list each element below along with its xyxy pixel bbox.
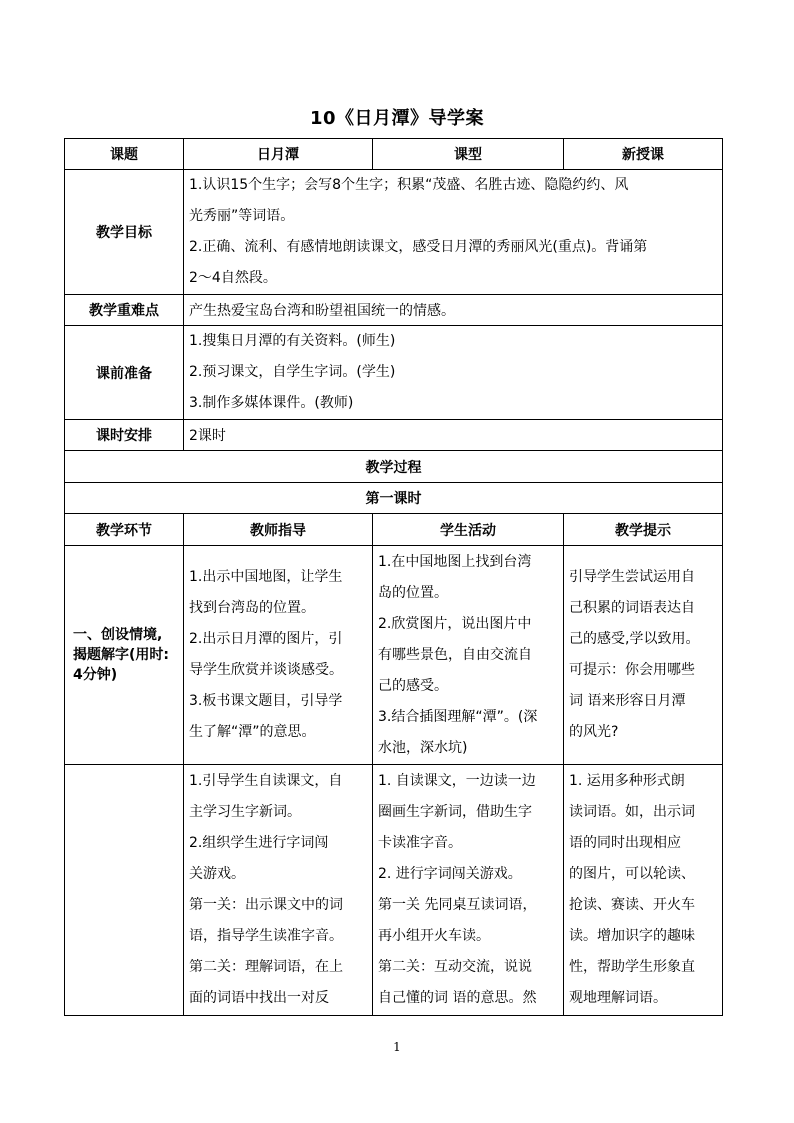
teacher-guidance-cell <box>184 765 373 1016</box>
teacher-line: 关游戏。 <box>189 866 245 882</box>
type-label: 课型 <box>373 139 564 170</box>
stage-cell <box>65 546 184 765</box>
difficulty-content: 产生热爱宝岛台湾和盼望祖国统一的情感。 <box>184 295 723 326</box>
preparation-line: 2.预习课文，自学生字词。(学生) <box>189 364 396 380</box>
teacher-line: 面的词语中找出一对反 <box>189 990 329 1006</box>
student-activity-cell <box>373 765 564 1016</box>
teacher-line: 找到台湾岛的位置。 <box>189 600 315 616</box>
difficulty-label: 教学重难点 <box>65 295 184 326</box>
preparation-row <box>65 326 723 420</box>
teacher-guidance-cell <box>184 546 373 765</box>
objective-line: 2～4自然段。 <box>189 270 277 286</box>
page-number: 1 <box>393 1040 401 1054</box>
student-line: 第二关：互动交流，说说 <box>378 959 532 975</box>
student-line: 卡读准字音。 <box>378 835 462 851</box>
schedule-row <box>65 420 723 451</box>
column-header-row <box>65 514 723 546</box>
lesson-plan-table <box>64 138 723 1016</box>
column-header-stage: 教学环节 <box>65 514 184 546</box>
teaching-tips-cell <box>564 546 723 765</box>
objective-line: 光秀丽”等词语。 <box>189 208 295 224</box>
objective-line: 1.认识15个生字；会写8个生字；积累“茂盛、名胜古迹、隐隐约约、风 <box>189 177 629 193</box>
tips-line: 己的感受,学以致用。 <box>569 631 700 647</box>
lesson-heading-row <box>65 483 723 514</box>
page-title: 10《日月潭》导学案 <box>309 108 485 129</box>
student-line: 3.结合插图理解“潭”。(深 <box>378 708 538 725</box>
stage-line: 一、创设情境, <box>73 627 163 643</box>
tips-line: 己积累的词语表达自 <box>569 600 695 616</box>
student-line: 1. 自读课文，一边读一边 <box>378 773 536 789</box>
student-line: 有哪些景色，自由交流自 <box>378 646 532 663</box>
preparation-line: 1.搜集日月潭的有关资料。(师生) <box>189 333 396 349</box>
teacher-line: 2.组织学生进行字词闯 <box>189 835 329 851</box>
lesson-heading: 第一课时 <box>65 483 723 514</box>
tips-line: 词 语来形容日月潭 <box>569 693 686 709</box>
preparation-line: 3.制作多媒体课件。(教师) <box>189 395 354 411</box>
process-row <box>65 546 723 765</box>
student-line: 2.欣赏图片，说出图片中 <box>378 615 532 632</box>
student-line: 水池，深水坑) <box>378 739 468 756</box>
column-header-teacher: 教师指导 <box>184 514 373 546</box>
student-line: 第一关 先同桌互读词语， <box>378 897 537 913</box>
objectives-row <box>65 170 723 295</box>
student-line: 己的感受。 <box>378 677 448 694</box>
student-line: 岛的位置。 <box>378 584 448 601</box>
difficulty-row <box>65 295 723 326</box>
tips-line: 1. 运用多种形式朗 <box>569 773 685 789</box>
teacher-line: 1.引导学生自读课文，自 <box>189 773 343 789</box>
student-line: 再小组开火车读。 <box>378 928 490 944</box>
student-line: 1.在中国地图上找到台湾 <box>378 553 532 570</box>
objectives-content <box>184 170 723 295</box>
process-heading-row <box>65 451 723 483</box>
student-line: 自己懂的词 语的意思。然 <box>378 990 537 1006</box>
tips-line: 的图片，可以轮读、 <box>569 866 695 882</box>
stage-line: 4分钟) <box>73 667 118 683</box>
tips-line: 的风光? <box>569 724 619 740</box>
teacher-line: 1.出示中国地图，让学生 <box>189 569 343 585</box>
process-heading: 教学过程 <box>65 451 723 483</box>
schedule-content: 2课时 <box>184 420 723 451</box>
process-row <box>65 765 723 1016</box>
teacher-line: 主学习生字新词。 <box>189 804 301 820</box>
preparation-label: 课前准备 <box>65 326 184 420</box>
type-value: 新授课 <box>564 139 723 170</box>
preparation-content <box>184 326 723 420</box>
column-header-student: 学生活动 <box>373 514 564 546</box>
tips-line: 引导学生尝试运用自 <box>569 569 695 585</box>
tips-line: 抢读、赛读、开火车 <box>569 897 695 913</box>
tips-line: 语的同时出现相应 <box>569 835 681 851</box>
topic-label: 课题 <box>65 139 184 170</box>
stage-line: 揭题解字(用时: <box>73 647 169 663</box>
teacher-line: 语，指导学生读准字音。 <box>189 928 343 944</box>
student-line: 圈画生字新词，借助生字 <box>378 804 532 820</box>
teacher-line: 第一关：出示课文中的词 <box>189 897 343 913</box>
student-line: 2. 进行字词闯关游戏。 <box>378 866 522 882</box>
schedule-label: 课时安排 <box>65 420 184 451</box>
teacher-line: 2.出示日月潭的图片，引 <box>189 631 343 647</box>
tips-line: 读。增加识字的趣味 <box>569 928 695 944</box>
column-header-tips: 教学提示 <box>564 514 723 546</box>
tips-line: 性，帮助学生形象直 <box>569 959 695 975</box>
objectives-label: 教学目标 <box>65 170 184 295</box>
teacher-line: 3.板书课文题目，引导学 <box>189 693 343 709</box>
tips-line: 可提示：你会用哪些 <box>569 662 695 678</box>
teacher-line: 生了解“潭”的意思。 <box>189 724 316 740</box>
student-activity-cell <box>373 546 564 765</box>
teaching-tips-cell <box>564 765 723 1016</box>
teacher-line: 导学生欣赏并谈谈感受。 <box>189 662 343 678</box>
stage-cell <box>65 765 184 1016</box>
tips-line: 读词语。如，出示词 <box>569 804 695 820</box>
teacher-line: 第二关：理解词语，在上 <box>189 959 343 975</box>
topic-value: 日月潭 <box>184 139 373 170</box>
objective-line: 2.正确、流利、有感情地朗读课文，感受日月潭的秀丽风光(重点)。背诵第 <box>189 239 648 255</box>
topic-row <box>65 139 723 170</box>
tips-line: 观地理解词语。 <box>569 990 667 1006</box>
